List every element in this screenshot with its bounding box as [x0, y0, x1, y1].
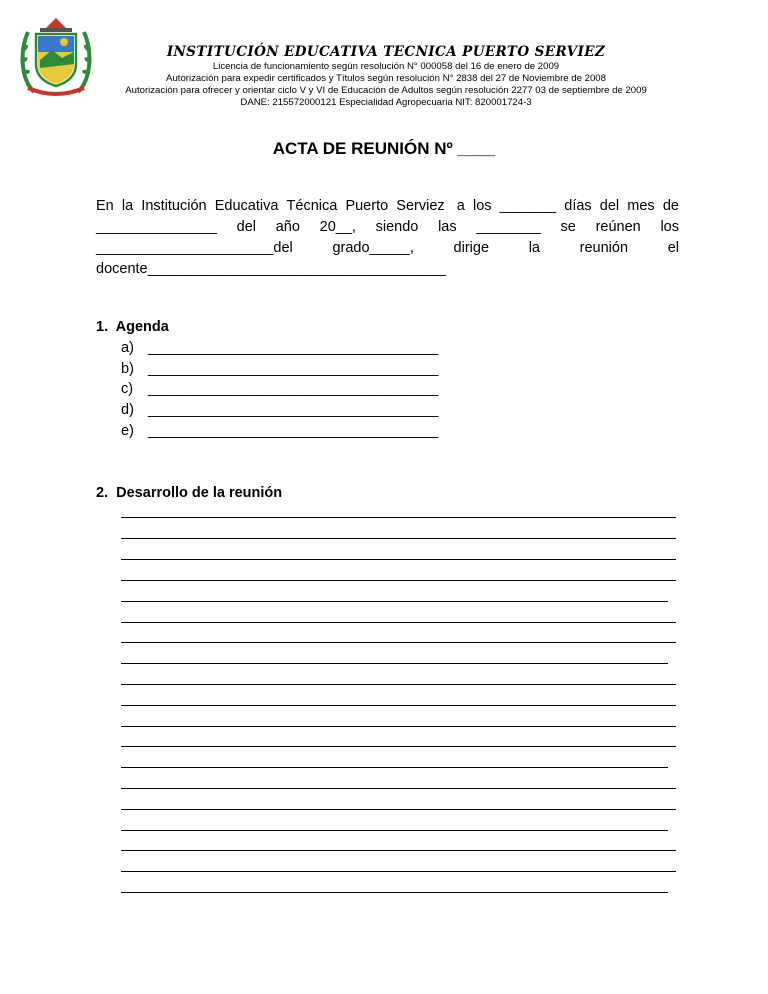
agenda-list [121, 340, 438, 443]
intro-word: año [275, 219, 300, 235]
writing-line[interactable] [121, 538, 676, 539]
intro-paragraph [96, 196, 679, 280]
writing-line[interactable] [121, 580, 676, 581]
days-blank[interactable]: _______ [499, 198, 557, 214]
dane-nit-line: DANE: 215572000121 Especialidad Agropecuaria NIT: 820001724-3 [240, 97, 532, 108]
document-title: ACTA DE REUNIÓN Nº ____ [272, 139, 496, 158]
intro-word: reunión [579, 240, 629, 256]
month-blank[interactable]: _______________ [96, 219, 217, 235]
intro-word: la [121, 198, 134, 214]
adult-education-authorization-line: Autorización para ofrecer y orientar ciclo V y VI de Educación de Adultos según resolución 2277 03 de septiembre de 2009 [125, 85, 647, 96]
intro-word: a [452, 198, 465, 214]
intro-word: Técnica [286, 198, 338, 214]
intro-word: las [438, 219, 457, 235]
writing-line[interactable] [121, 559, 676, 560]
writing-line[interactable] [121, 892, 668, 893]
intro-word: el [667, 240, 679, 256]
intro-word: del [236, 219, 257, 235]
institution-name: INSTITUCIÓN EDUCATIVA TECNICA PUERTO SERVIEZ [166, 44, 606, 60]
writing-line[interactable] [121, 767, 668, 768]
certificates-authorization-line: Autorización para expedir certificados y Títulos según resolución N° 2838 del 27 de Noviembre de 2008 [166, 73, 606, 84]
time-blank[interactable]: ________ [476, 219, 541, 235]
agenda-item [121, 340, 438, 361]
writing-line[interactable] [121, 601, 668, 602]
teacher-blank[interactable]: docente_____________________________________ [96, 261, 446, 277]
intro-word: siendo [375, 219, 419, 235]
development-heading: 2. Desarrollo de la reunión [96, 485, 283, 501]
writing-line[interactable] [121, 622, 676, 623]
intro-word: reúnen [595, 219, 641, 235]
intro-word: dirige [453, 240, 490, 256]
license-line: Licencia de funcionamiento según resolución N° 000058 del 16 de enero de 2009 [212, 61, 560, 72]
writing-line[interactable] [121, 871, 676, 872]
intro-word: Serviez [396, 198, 445, 214]
agenda-item-blank[interactable]: ____________________________________ [148, 402, 439, 419]
intro-word: días [564, 198, 592, 214]
agenda-item-label: d) [121, 402, 134, 419]
intro-word: mes [627, 198, 655, 214]
grade-blank[interactable]: grado_____, [332, 240, 414, 256]
intro-word: Educativa [214, 198, 279, 214]
writing-line[interactable] [121, 788, 676, 789]
writing-line[interactable] [121, 705, 676, 706]
agenda-heading: 1. Agenda [96, 319, 169, 335]
attendees-blank[interactable]: ______________________del [96, 240, 293, 256]
agenda-item-blank[interactable]: ____________________________________ [148, 381, 439, 398]
intro-word: la [528, 240, 540, 256]
agenda-item-label: c) [121, 381, 134, 398]
agenda-item [121, 423, 438, 444]
intro-word: los [660, 219, 679, 235]
intro-word: En [96, 198, 114, 214]
writing-line[interactable] [121, 809, 676, 810]
writing-line[interactable] [121, 830, 668, 831]
agenda-item-blank[interactable]: ____________________________________ [148, 360, 439, 377]
intro-word: del [599, 198, 620, 214]
writing-line[interactable] [121, 663, 668, 664]
writing-line[interactable] [121, 746, 676, 747]
intro-line-2 [96, 217, 679, 238]
agenda-item-blank[interactable]: ____________________________________ [148, 422, 439, 439]
intro-word: de [662, 198, 679, 214]
agenda-item [121, 381, 438, 402]
intro-line-3 [96, 238, 679, 259]
writing-line[interactable] [121, 850, 676, 851]
intro-word: Puerto [345, 198, 389, 214]
agenda-item [121, 402, 438, 423]
intro-word: los [473, 198, 492, 214]
writing-line[interactable] [121, 517, 676, 518]
agenda-item-label: e) [121, 422, 134, 439]
intro-word: se [560, 219, 576, 235]
writing-line[interactable] [121, 684, 676, 685]
agenda-item [121, 361, 438, 382]
agenda-item-blank[interactable]: ____________________________________ [148, 340, 439, 356]
agenda-item-label: a) [121, 340, 134, 356]
intro-word: Institución [141, 198, 207, 214]
agenda-item-label: b) [121, 360, 134, 377]
writing-line[interactable] [121, 642, 676, 643]
intro-line-1 [96, 196, 679, 217]
writing-line[interactable] [121, 726, 676, 727]
year-blank[interactable]: 20__, [319, 219, 356, 235]
